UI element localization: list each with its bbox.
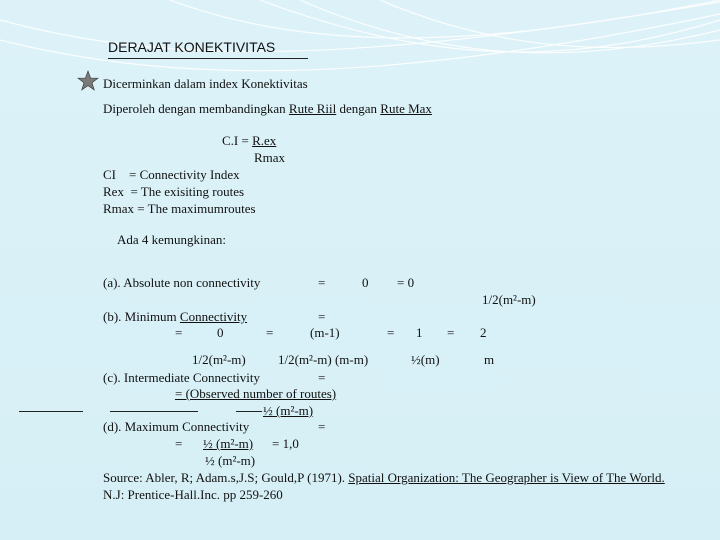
- case-d-line2-eq: =: [175, 436, 183, 451]
- denom-1: 1/2(m²-m): [192, 352, 246, 367]
- formula-denominator: Rmax: [254, 150, 286, 165]
- bullet-2-text: Diperoleh dengan membandingkan Rute Riil dengan Rute Max: [103, 101, 432, 116]
- case-b-eq: =: [318, 309, 326, 324]
- case-b-label: (b). Minimum Connectivity: [103, 309, 248, 324]
- case-b-row2-eq3: =: [387, 325, 395, 340]
- case-a-result: = 0: [397, 275, 415, 290]
- denom-3: ½(m): [411, 352, 440, 367]
- denom-2: 1/2(m²-m) (m-m): [278, 352, 369, 367]
- case-c-eq: =: [318, 370, 326, 385]
- source-book-title: Spatial Organization: The Geographer is View of The World.: [348, 470, 665, 485]
- definition-ci: CI = Connectivity Index: [103, 167, 240, 182]
- case-a-label: (a). Absolute non connectivity: [103, 275, 261, 290]
- possibilities-heading: Ada 4 kemungkinan:: [117, 232, 227, 247]
- case-b-row2-m1: (m-1): [310, 325, 340, 340]
- case-b-label-underlined: Connectivity: [179, 309, 248, 324]
- case-b-row2-eq: =: [175, 325, 183, 340]
- source-line-1: Source: Abler, R; Adam.s,J.S; Gould,P (1971). Spatial Organization: The Geographer is View of The World.: [103, 470, 665, 485]
- case-c-label: (c). Intermediate Connectivity: [103, 370, 261, 385]
- slide-title: DERAJAT KONEKTIVITAS: [108, 39, 276, 55]
- rute-max: Rute Max: [380, 101, 432, 116]
- case-c-line2: = (Observed number of routes): [175, 386, 337, 401]
- formula-numerator: R.ex: [252, 133, 277, 148]
- case-c-line3: ½ (m²-m): [263, 403, 314, 418]
- fraction-rule-3: [236, 411, 262, 412]
- bullet-1-text: Dicerminkan dalam index Konektivitas: [103, 76, 308, 91]
- case-d-line2-frac: ½ (m²-m): [203, 436, 254, 451]
- case-b-row2-one: 1: [416, 325, 423, 340]
- case-a-zero: 0: [362, 275, 369, 290]
- star-bullet-icon: [77, 70, 99, 92]
- rute-riil: Rute Riil: [288, 101, 337, 116]
- source-line-2: N.J: Prentice-Hall.Inc. pp 259-260: [103, 487, 283, 502]
- case-b-row2-two: 2: [480, 325, 487, 340]
- case-d-line3: ½ (m²-m): [205, 453, 256, 468]
- title-underline: [108, 58, 308, 59]
- case-b-row2-eq2: =: [266, 325, 274, 340]
- denom-4: m: [484, 352, 495, 367]
- case-d-eq: =: [318, 419, 326, 434]
- case-a-eq: =: [318, 275, 326, 290]
- case-d-label: (d). Maximum Connectivity: [103, 419, 250, 434]
- fraction-rule-2: [110, 411, 198, 412]
- fraction-rule-1: [19, 411, 83, 412]
- case-b-row2-eq4: =: [447, 325, 455, 340]
- definition-rmax: Rmax = The maximumroutes: [103, 201, 256, 216]
- formula-line: C.I = R.ex: [222, 133, 277, 148]
- case-b-top-right: 1/2(m²-m): [482, 292, 536, 307]
- case-d-line2-result: = 1,0: [272, 436, 299, 451]
- case-b-row2-zero: 0: [217, 325, 224, 340]
- definition-rex: Rex = The exisiting routes: [103, 184, 245, 199]
